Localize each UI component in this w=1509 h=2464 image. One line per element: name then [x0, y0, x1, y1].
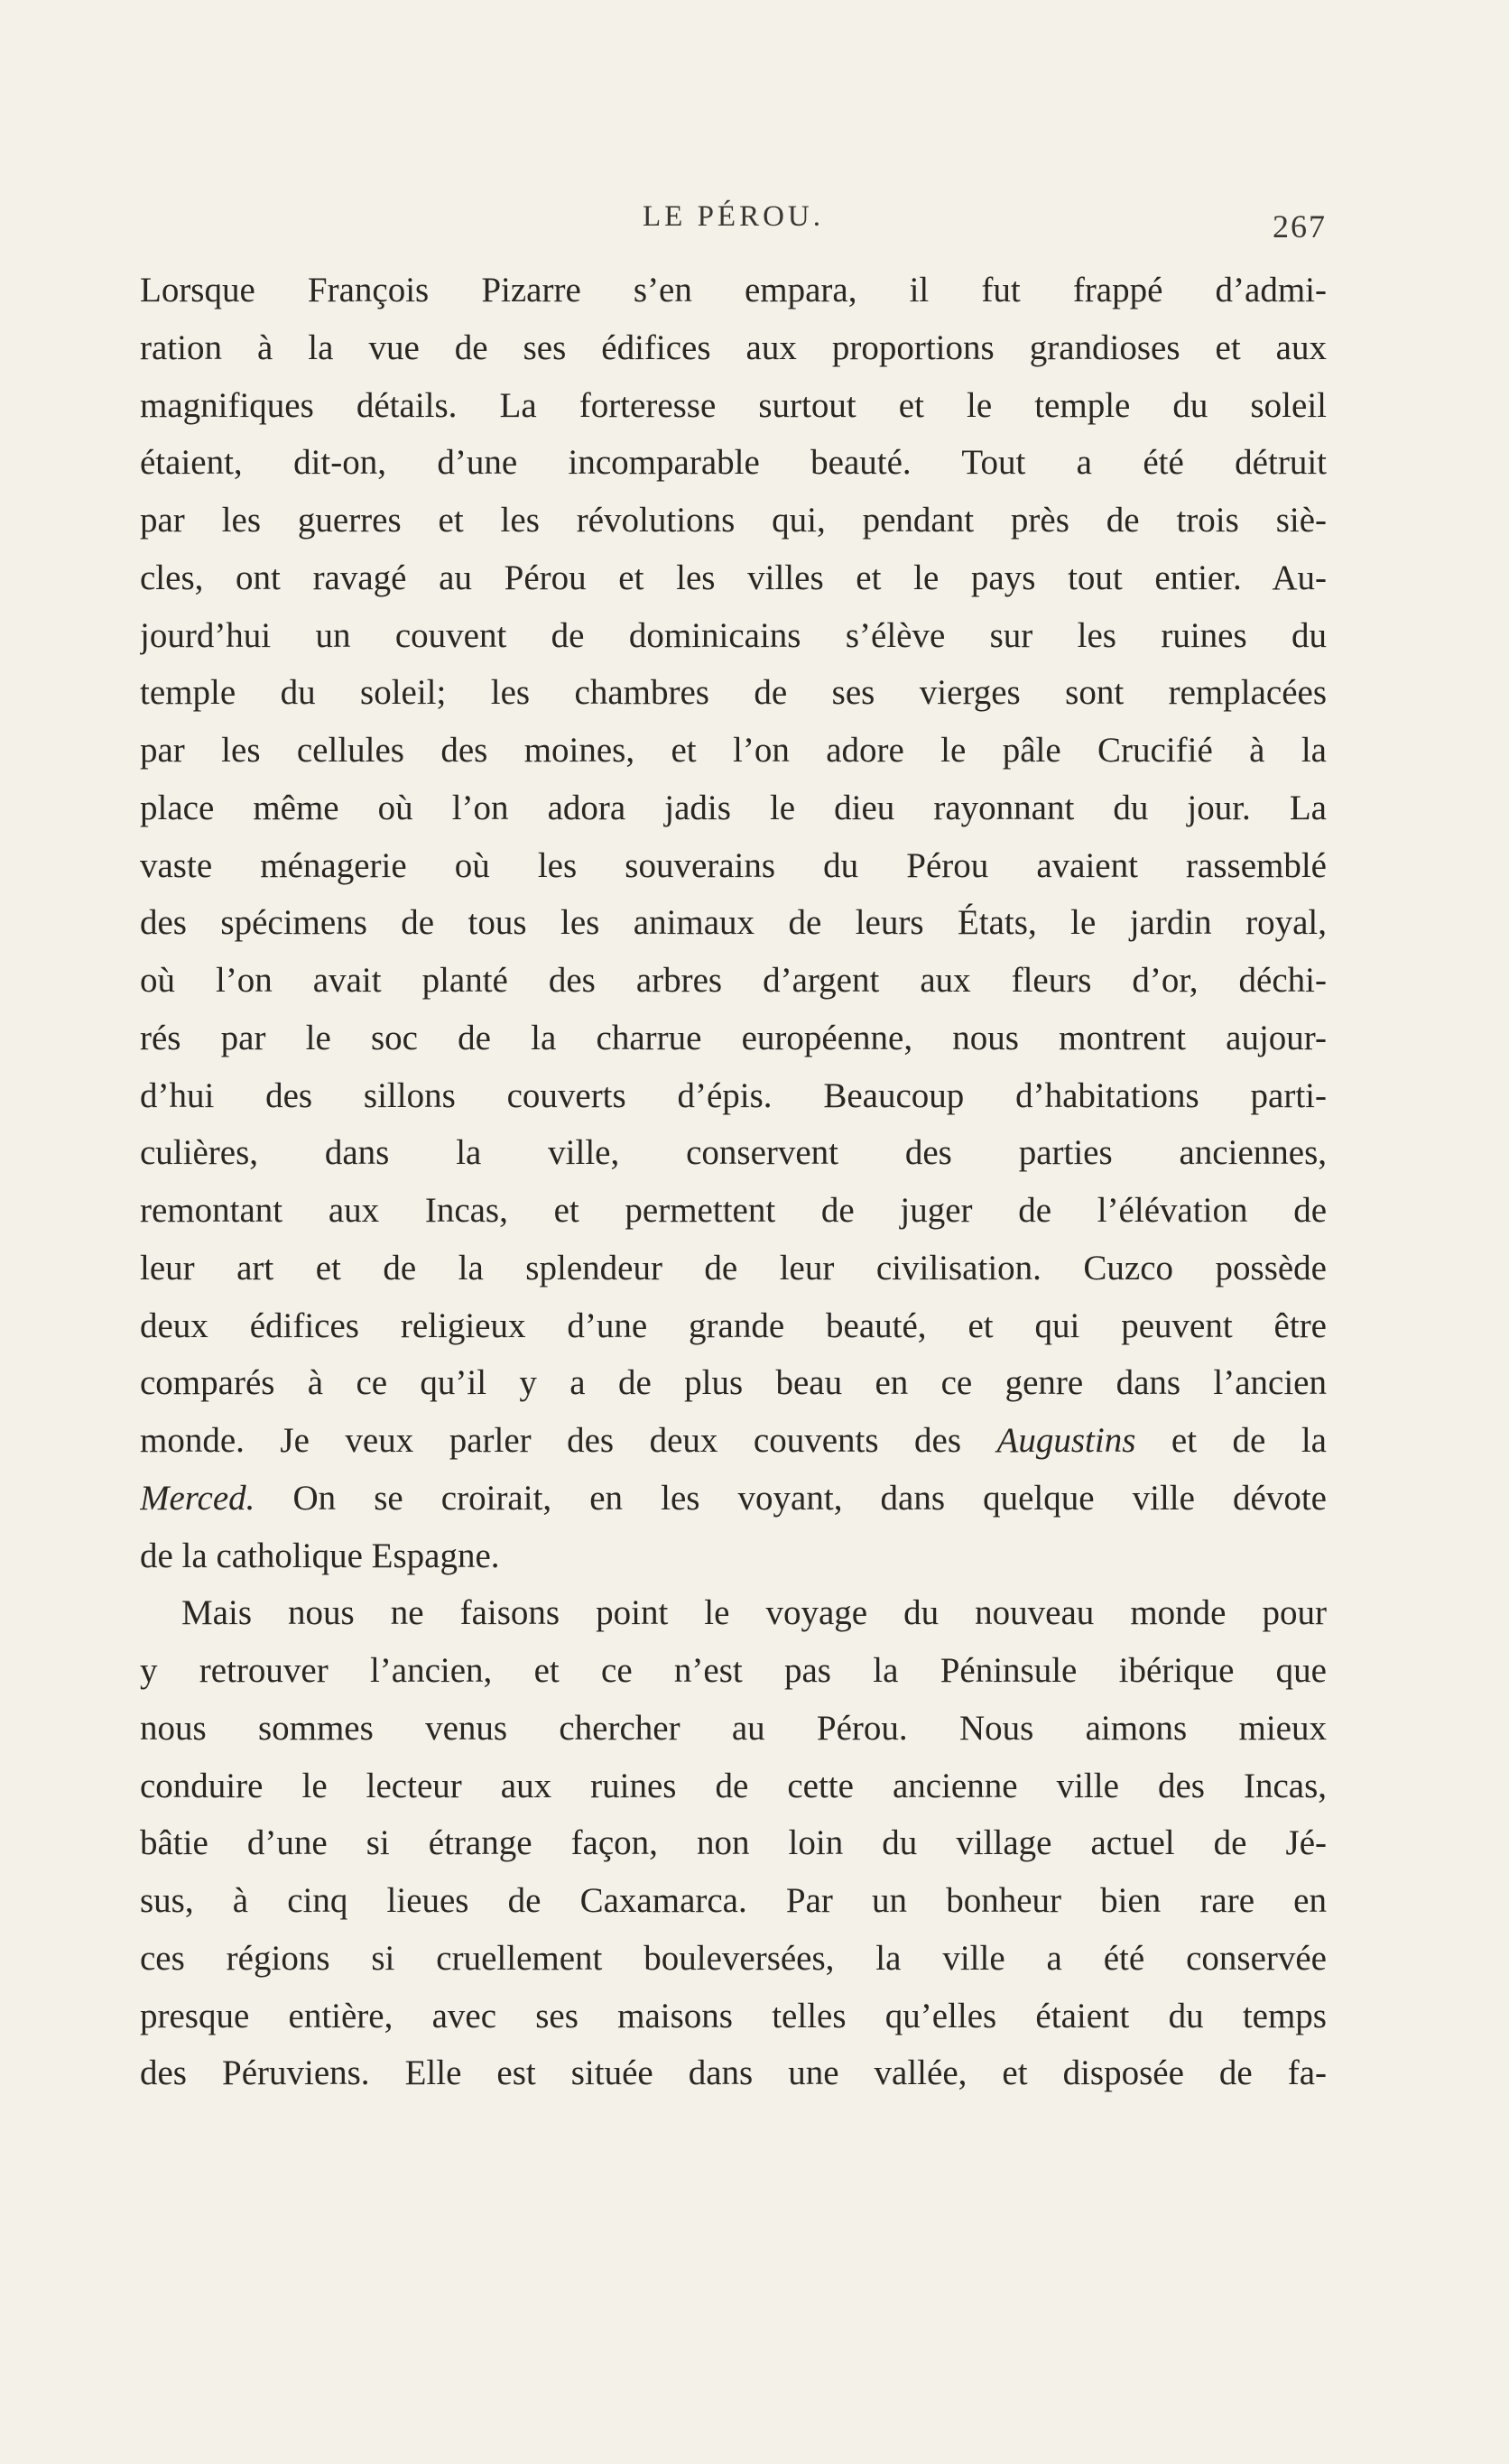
text-run: monde. Je veux parler des deux couvents des: [140, 1421, 997, 1460]
running-head: [140, 200, 1327, 251]
text-line: temple du soleil; les chambres de ses vierges sont remplacées: [140, 673, 1327, 713]
text-line: par les cellules des moines, et l’on adore le pâle Crucifié à la: [140, 731, 1327, 770]
text-line: culières, dans la ville, conservent des parties anciennes,: [140, 1133, 1327, 1173]
text-line: deux édifices religieux d’une grande beauté, et qui peuvent être: [140, 1306, 1327, 1345]
body-text: [140, 262, 1327, 2102]
text-line: [140, 1470, 1327, 1527]
text-line: y retrouver l’ancien, et ce n’est pas la Péninsule ibérique que: [140, 1651, 1327, 1690]
text-line: jourd’hui un couvent de dominicains s’élève sur les ruines du: [140, 615, 1327, 655]
text-line: rés par le soc de la charrue européenne, nous montrent aujour-: [140, 1018, 1327, 1057]
text-line: conduire le lecteur aux ruines de cette ancienne ville des Incas,: [140, 1766, 1327, 1805]
text-line: bâtie d’une si étrange façon, non loin du village actuel de Jé-: [140, 1823, 1327, 1863]
text-line: magnifiques détails. La forteresse surtout et le temple du soleil: [140, 385, 1327, 425]
text-line: étaient, dit-on, d’une incomparable beauté. Tout a été détruit: [140, 443, 1327, 483]
text-run: On se croirait, en les voyant, dans quelque ville dévote: [255, 1478, 1327, 1518]
text-line: ces régions si cruellement bouleversées, la ville a été conservée: [140, 1938, 1327, 1978]
text-line: ration à la vue de ses édifices aux proportions grandioses et aux: [140, 328, 1327, 367]
text-line: remontant aux Incas, et permettent de juger de l’élévation de: [140, 1191, 1327, 1230]
text-run: et de la: [1135, 1421, 1327, 1460]
text-line: Lorsque François Pizarre s’en empara, il fut frappé d’admi-: [140, 271, 1327, 309]
text-line: leur art et de la splendeur de leur civilisation. Cuzco possède: [140, 1248, 1327, 1287]
text-line: par les guerres et les révolutions qui, pendant près de trois siè-: [140, 501, 1327, 540]
text-line: comparés à ce qu’il y a de plus beau en ce genre dans l’ancien: [140, 1363, 1327, 1403]
italic-title-merced: Merced.: [140, 1478, 255, 1518]
running-title: LE PÉROU.: [643, 200, 824, 233]
text-line: des spécimens de tous les animaux de leurs États, le jardin royal,: [140, 903, 1327, 943]
text-line: des Péruviens. Elle est située dans une vallée, et disposée de fa-: [140, 2053, 1327, 2093]
text-line: où l’on avait planté des arbres d’argent aux fleurs d’or, déchi-: [140, 961, 1327, 1000]
page-number: 267: [1273, 208, 1327, 245]
text-line: d’hui des sillons couverts d’épis. Beaucoup d’habitations parti-: [140, 1075, 1327, 1115]
text-line: vaste ménagerie où les souverains du Pérou avaient rassemblé: [140, 845, 1327, 885]
text-line: nous sommes venus chercher au Pérou. Nous aimons mieux: [140, 1708, 1327, 1748]
italic-title-augustins: Augustins: [996, 1421, 1136, 1460]
paragraph-first-line: Mais nous ne faisons point le voyage du nouveau monde pour: [181, 1593, 1327, 1633]
text-line: place même où l’on adora jadis le dieu rayonnant du jour. La: [140, 788, 1327, 827]
text-line: cles, ont ravagé au Pérou et les villes et le pays tout entier. Au-: [140, 558, 1327, 597]
text-line: presque entière, avec ses maisons telles qu’elles étaient du temps: [140, 1996, 1327, 2035]
paragraph-last-line: de la catholique Espagne.: [140, 1536, 500, 1575]
text-line: [140, 1412, 1327, 1470]
text-line: sus, à cinq lieues de Caxamarca. Par un bonheur bien rare en: [140, 1881, 1327, 1920]
